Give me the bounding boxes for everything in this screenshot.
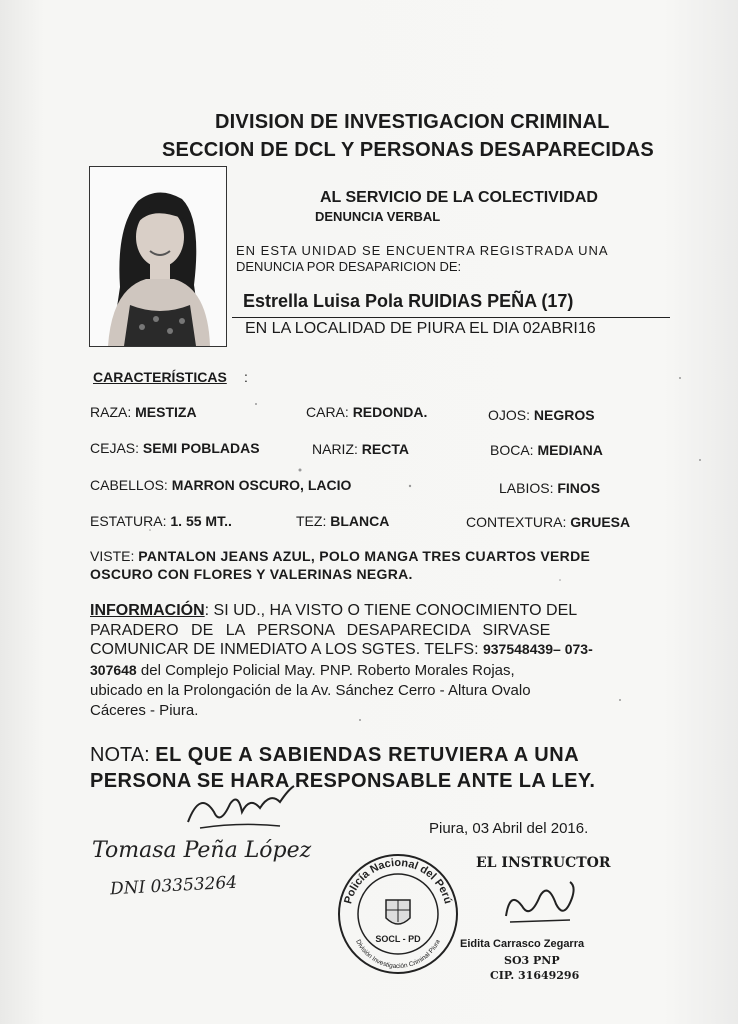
tez-label: TEZ:: [296, 513, 327, 529]
labios-value: FINOS: [557, 480, 601, 496]
stamp-ring-bottom: División Investigación Criminal Piura: [354, 938, 442, 971]
document-date: Piura, 03 Abril del 2016.: [429, 820, 589, 837]
info-text-1: SI UD., HA VISTO O TIENE CONOCIMIENTO DEL: [213, 602, 578, 619]
instructor-rank: SO3 PNP: [504, 954, 560, 967]
viste-value-1: PANTALON JEANS AZUL, POLO MANGA TRES CUARTOS VERDE: [138, 548, 591, 564]
info-colon: :: [204, 602, 214, 619]
phone-number-2: 307648: [90, 662, 137, 678]
ojos-value: NEGROS: [533, 407, 595, 423]
stamp-center-text: SOCL - PD: [375, 934, 421, 944]
stamp-ring-text: Policía Nacional del Perú: [342, 856, 454, 906]
information-line-6: Cáceres - Piura.: [90, 702, 199, 719]
raza-label: RAZA:: [90, 404, 132, 420]
boca-label: BOCA:: [490, 442, 534, 458]
ojos-label: OJOS:: [488, 407, 531, 423]
header-line-2: SECCION DE DCL Y PERSONAS DESAPARECIDAS: [162, 139, 654, 161]
information-line-5: ubicado en la Prolongación de la Av. Sánchez Cerro - Altura Ovalo: [90, 682, 531, 699]
nariz-label: NARIZ:: [312, 441, 358, 457]
instructor-title: EL INSTRUCTOR: [476, 855, 611, 871]
person-name: Estrella Luisa Pola RUIDIAS PEÑA (17): [243, 291, 574, 311]
cejas-value: SEMI POBLADAS: [142, 440, 260, 456]
service-subtitle: DENUNCIA VERBAL: [315, 209, 441, 224]
cejas-label: CEJAS:: [90, 440, 140, 456]
handwritten-dni: DNI 03353264: [109, 872, 238, 900]
cara-value: REDONDA.: [352, 404, 428, 420]
information-line-2: PARADERO DE LA PERSONA DESAPARECIDA SIRVASE: [90, 622, 551, 639]
estatura-label: ESTATURA:: [90, 513, 167, 529]
location-date: EN LA LOCALIDAD DE PIURA EL DIA 02ABRI16: [245, 320, 596, 337]
information-heading: INFORMACIÓN: [90, 602, 205, 619]
instructor-name: Eidita Carrasco Zegarra: [460, 938, 585, 950]
handwritten-name: Tomasa Peña López: [92, 838, 312, 863]
cabellos-label: CABELLOS:: [90, 477, 168, 493]
contextura-value: GRUESA: [570, 514, 631, 530]
info-text-4: del Complejo Policial May. PNP. Roberto Morales Rojas,: [140, 662, 515, 679]
service-title: AL SERVICIO DE LA COLECTIVIDAD: [320, 189, 598, 206]
cabellos-value: MARRON OSCURO, LACIO: [171, 477, 352, 493]
intro-line-2: DENUNCIA POR DESAPARICION DE:: [236, 259, 462, 274]
raza-value: MESTIZA: [135, 404, 197, 420]
note-text-1: EL QUE A SABIENDAS RETUVIERA A UNA: [155, 744, 580, 766]
phone-number-1: 937548439– 073-: [482, 641, 593, 657]
labios-label: LABIOS:: [499, 480, 554, 496]
info-text-3: COMUNICAR DE INMEDIATO A LOS SGTES. TELFS:: [90, 641, 479, 658]
cara-label: CARA:: [306, 404, 349, 420]
boca-value: MEDIANA: [537, 442, 603, 458]
note-label: NOTA:: [90, 744, 150, 766]
contextura-label: CONTEXTURA:: [466, 514, 567, 530]
header-line-1: DIVISION DE INVESTIGACION CRIMINAL: [215, 111, 610, 133]
viste-value-2: OSCURO CON FLORES Y VALERINAS NEGRA.: [90, 566, 413, 582]
characteristics-heading: CARACTERÍSTICAS: [93, 369, 227, 385]
note-line-2: PERSONA SE HARA RESPONSABLE ANTE LA LEY.: [90, 770, 596, 792]
instructor-cip: CIP. 31649296: [490, 969, 580, 982]
viste-label: VISTE:: [90, 548, 135, 564]
heading-colon: :: [244, 369, 248, 385]
nariz-value: RECTA: [361, 441, 409, 457]
intro-line-1: EN ESTA UNIDAD SE ENCUENTRA REGISTRADA UNA: [236, 243, 609, 258]
estatura-value: 1. 55 MT..: [170, 513, 232, 529]
tez-value: BLANCA: [330, 513, 390, 529]
